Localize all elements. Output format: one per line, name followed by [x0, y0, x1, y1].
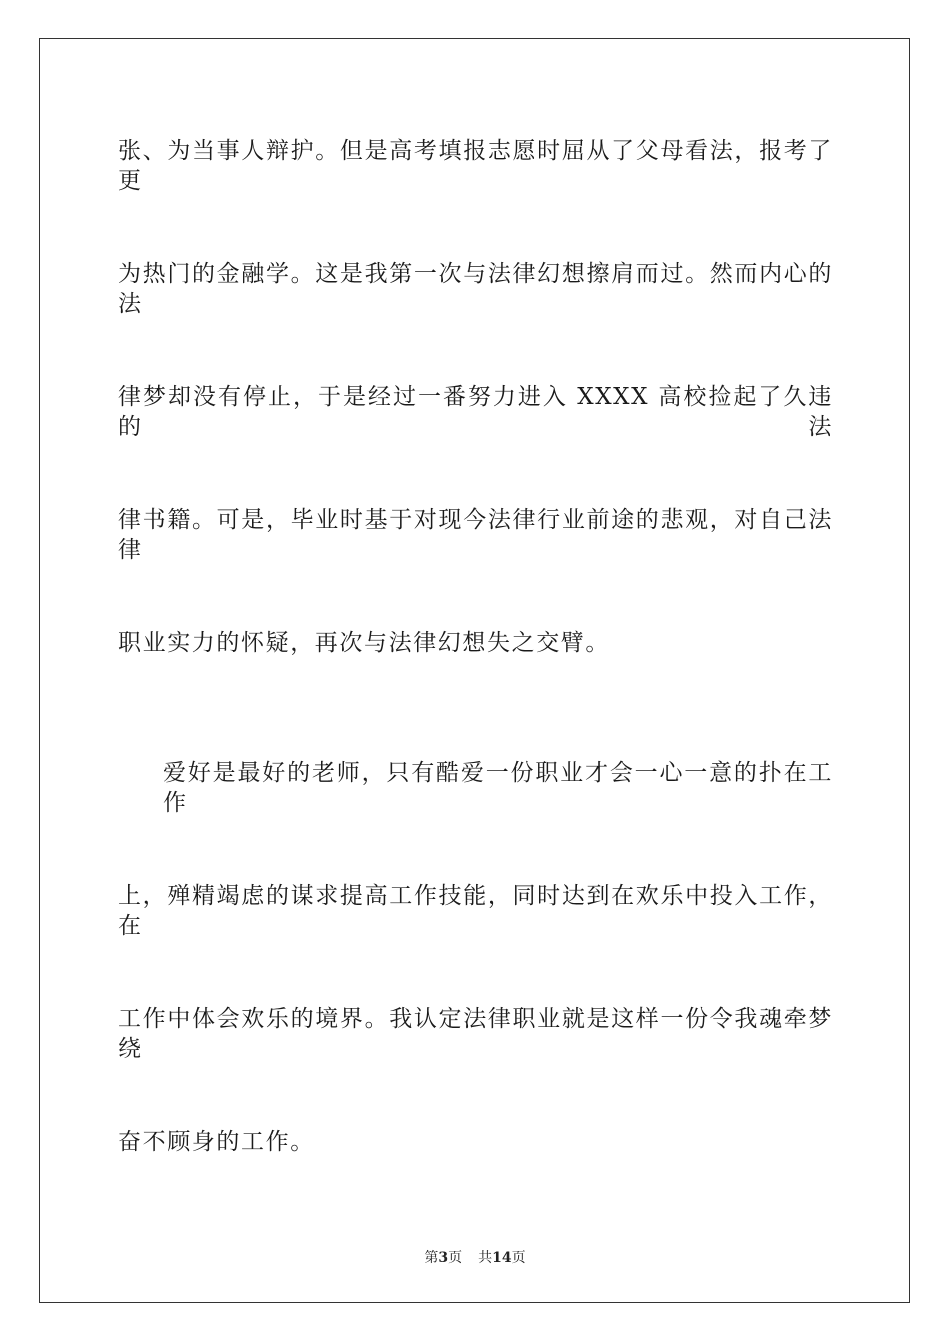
body-text-line: 为热门的金融学。这是我第一次与法律幻想擦肩而过。然而内心的法 — [118, 261, 833, 317]
total-suffix: 页 — [511, 1250, 526, 1266]
page-border — [39, 38, 910, 1303]
body-text-line: 律书籍。可是，毕业时基于对现今法律行业前途的悲观，对自己法律 — [118, 507, 833, 563]
page-suffix: 页 — [448, 1250, 463, 1266]
total-pages: 14 — [492, 1250, 512, 1266]
body-text-line: 上，殚精竭虑的谋求提高工作技能，同时达到在欢乐中投入工作，在 — [118, 883, 833, 939]
body-text-line: 工作中体会欢乐的境界。我认定法律职业就是这样一份令我魂牵梦绕 — [118, 1006, 833, 1062]
body-text-line: 奋不顾身的工作。 — [118, 1129, 315, 1155]
body-text-line: 职业实力的怀疑，再次与法律幻想失之交臂。 — [118, 630, 610, 656]
total-prefix: 共 — [478, 1250, 493, 1266]
page-number: 3 — [438, 1250, 449, 1266]
page-prefix: 第 — [424, 1250, 439, 1266]
paragraph-first-line: 爱好是最好的老师，只有酷爱一份职业才会一心一意的扑在工作 — [163, 760, 833, 816]
body-text-line: 律梦却没有停止，于是经过一番努力进入 XXXX 高校捡起了久违的法 — [118, 384, 833, 440]
body-text-line: 张、为当事人辩护。但是高考填报志愿时屈从了父母看法，报考了更 — [118, 138, 833, 194]
page-footer — [0, 1249, 950, 1267]
